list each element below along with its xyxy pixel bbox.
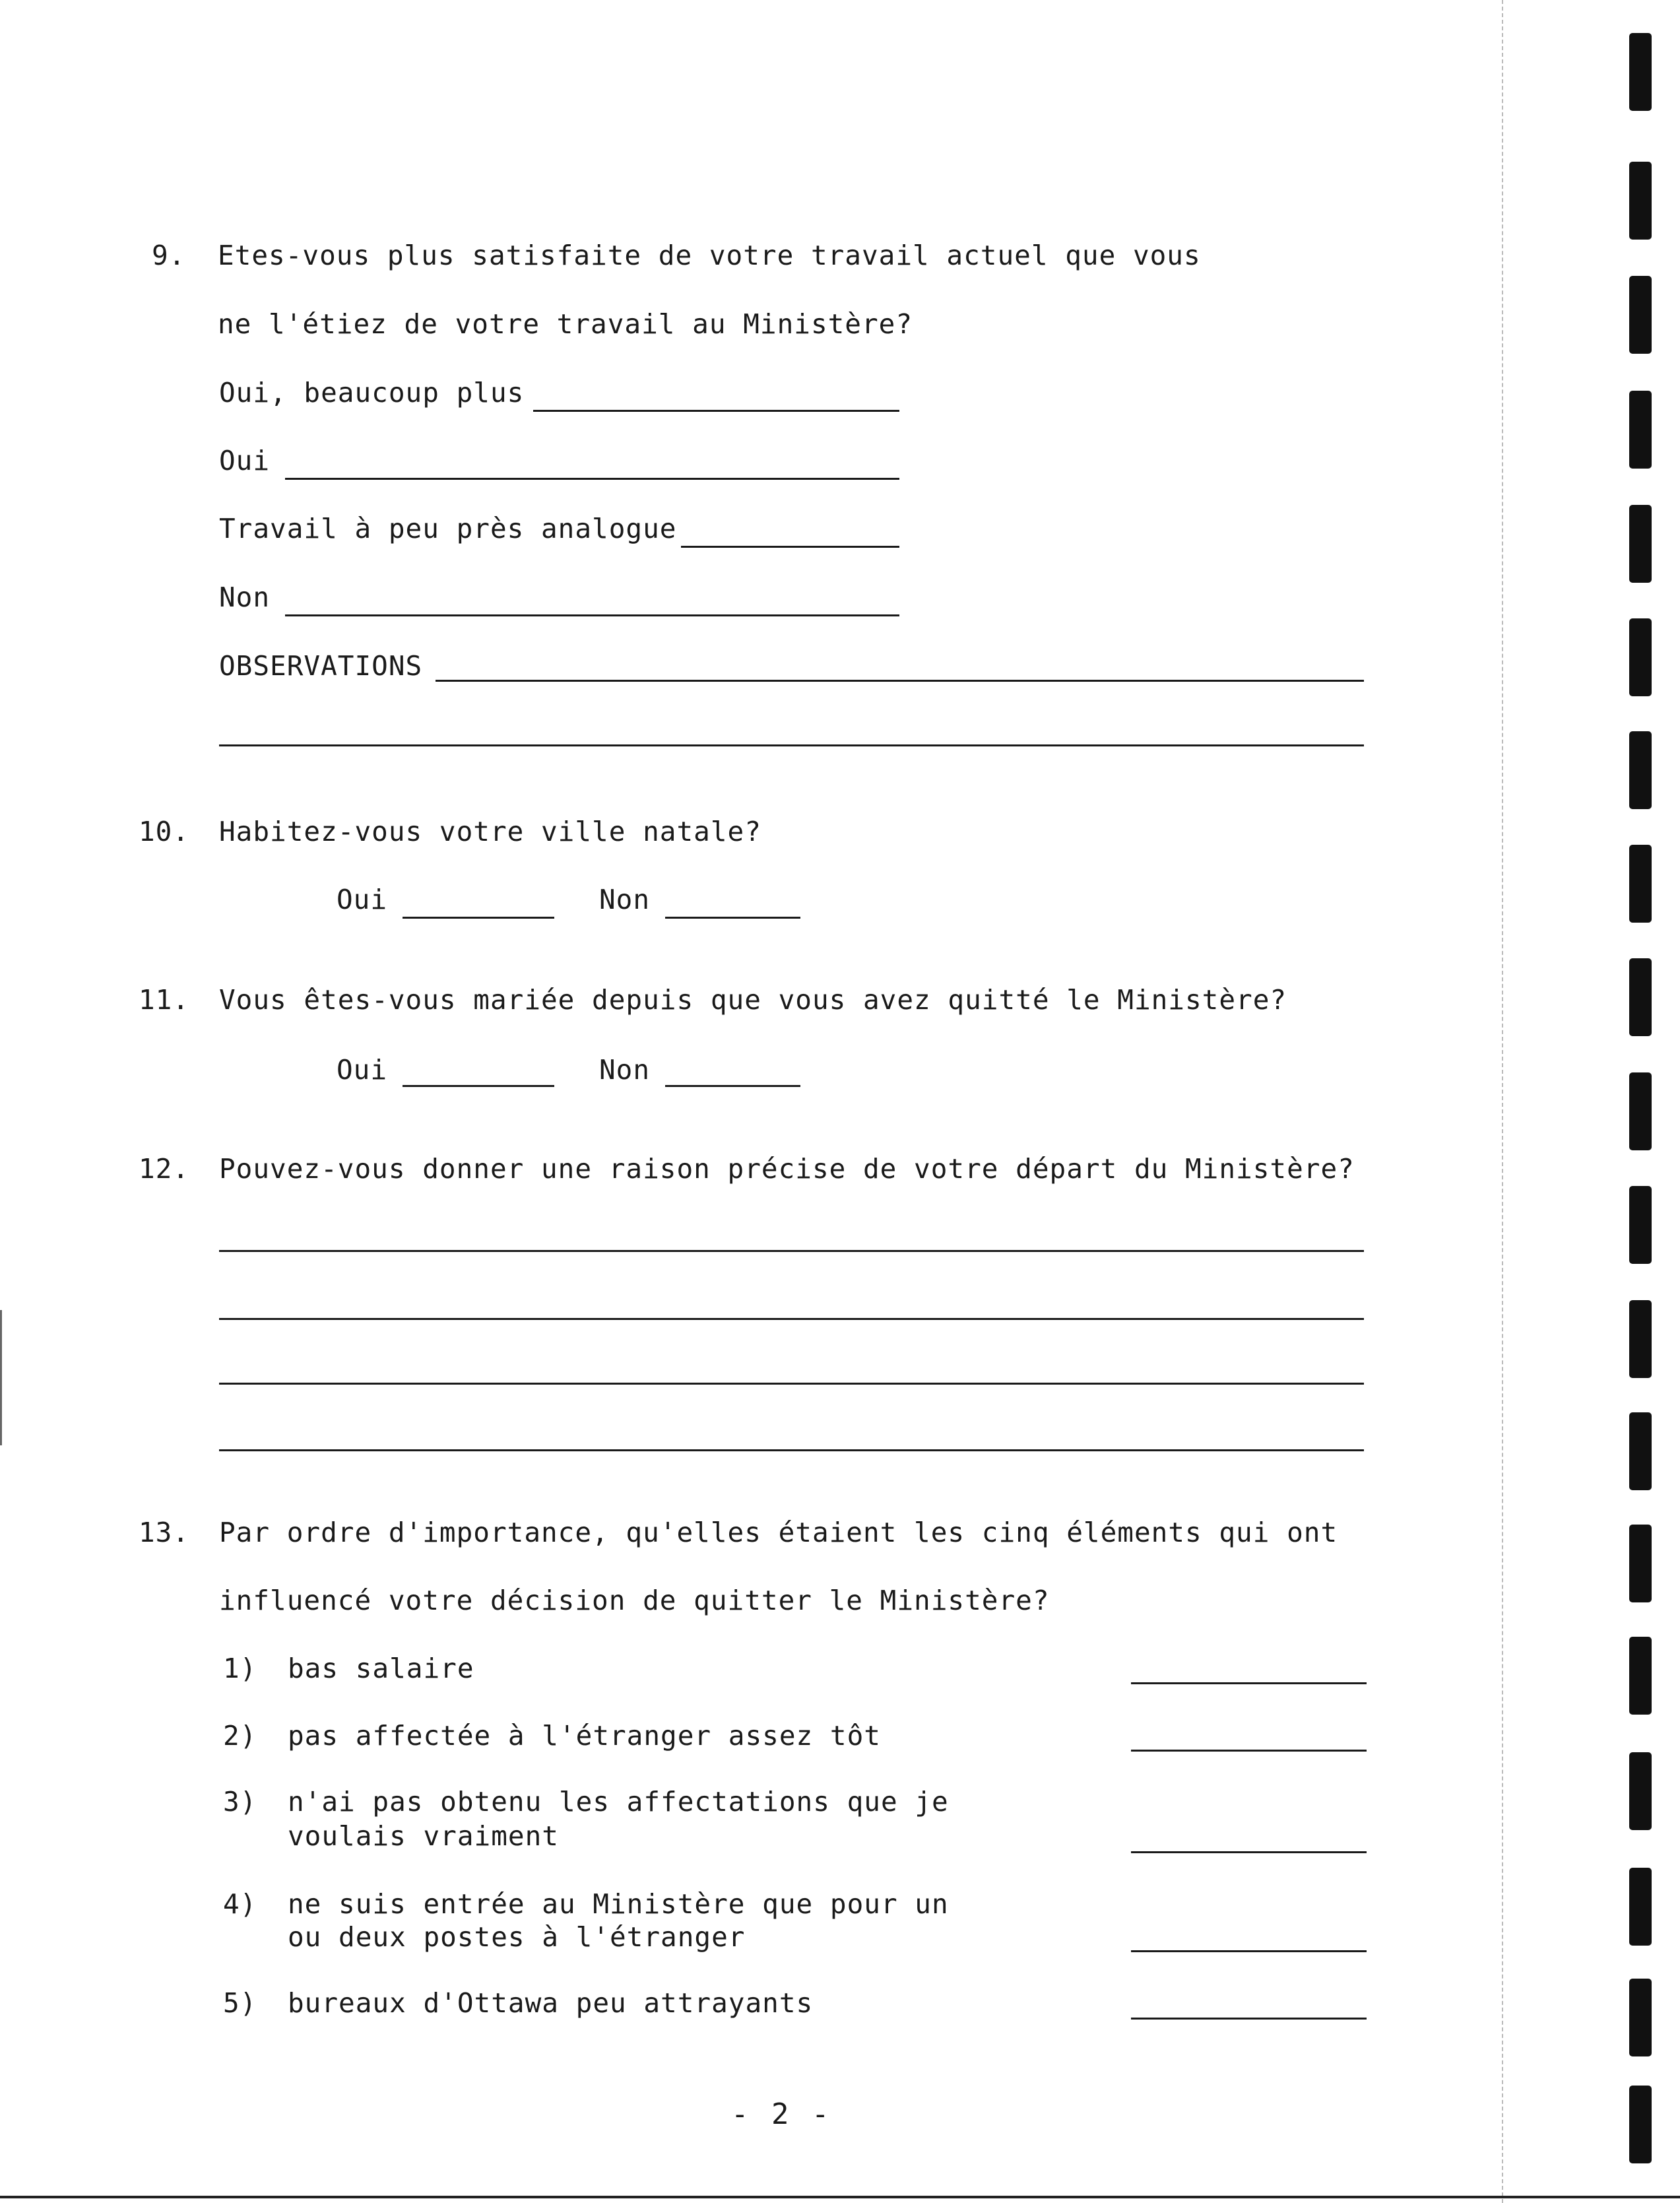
q13-item-number: 5)	[223, 1987, 257, 2019]
left-edge-mark	[0, 1310, 2, 1445]
binder-punch-mark	[1629, 1186, 1652, 1264]
q9-option-answer-line[interactable]	[285, 614, 899, 616]
binder-punch-mark	[1629, 618, 1652, 696]
q11-yes-answer-line[interactable]	[403, 1085, 554, 1087]
q12-answer-line[interactable]	[219, 1383, 1364, 1385]
q9-observations-label: OBSERVATIONS	[219, 650, 423, 682]
q9-observations-line[interactable]	[219, 744, 1364, 746]
binder-punch-mark	[1629, 33, 1652, 111]
q11-no-answer-line[interactable]	[665, 1085, 800, 1087]
q13-item-rank-line[interactable]	[1131, 2018, 1367, 2020]
q12-answer-line[interactable]	[219, 1318, 1364, 1320]
q13-text-line2: influencé votre décision de quitter le Ministère?	[219, 1585, 1050, 1616]
q9-number: 9.	[152, 240, 186, 271]
binder-punch-mark	[1629, 391, 1652, 469]
q9-text-line2: ne l'étiez de votre travail au Ministère?	[218, 308, 913, 340]
binder-punch-mark	[1629, 1979, 1652, 2056]
q13-item-text: n'ai pas obtenu les affectations que je	[288, 1786, 949, 1818]
q13-number: 13.	[139, 1517, 190, 1548]
q9-option-label: Travail à peu près analogue	[219, 513, 677, 544]
q10-no-answer-line[interactable]	[665, 917, 800, 919]
q13-item-number: 3)	[223, 1786, 257, 1818]
binder-punch-mark	[1629, 1752, 1652, 1830]
q13-item-rank-line[interactable]	[1131, 1682, 1367, 1684]
q13-item-text: voulais vraiment	[288, 1820, 559, 1852]
q10-no-label: Non	[599, 884, 651, 915]
binder-punch-mark	[1629, 1525, 1652, 1602]
q9-option-label: Oui	[219, 445, 271, 477]
q13-item-number: 2)	[223, 1720, 257, 1752]
bottom-edge-border	[0, 2196, 1680, 2198]
q12-answer-line[interactable]	[219, 1449, 1364, 1451]
binder-punch-mark	[1629, 845, 1652, 923]
q10-yes-label: Oui	[337, 884, 388, 915]
q10-yes-answer-line[interactable]	[403, 917, 554, 919]
q13-item-rank-line[interactable]	[1131, 1750, 1367, 1752]
binder-punch-mark	[1629, 1300, 1652, 1378]
q9-option-label: Oui, beaucoup plus	[219, 377, 525, 409]
q9-option-answer-line[interactable]	[533, 410, 899, 412]
binder-edge	[1502, 0, 1503, 2203]
binder-punch-mark	[1629, 1412, 1652, 1490]
q13-item-text: ou deux postes à l'étranger	[288, 1921, 746, 1953]
page-number: - 2 -	[731, 2097, 832, 2131]
binder-punch-mark	[1629, 162, 1652, 240]
q12-text: Pouvez-vous donner une raison précise de votre départ du Ministère?	[219, 1153, 1355, 1185]
binder-punch-mark	[1629, 1868, 1652, 1946]
binder-punch-mark	[1629, 276, 1652, 354]
q13-item-text: bureaux d'Ottawa peu attrayants	[288, 1987, 814, 2019]
binder-punch-mark	[1629, 1072, 1652, 1150]
q13-item-text: ne suis entrée au Ministère que pour un	[288, 1888, 949, 1920]
binder-punch-mark	[1629, 1637, 1652, 1715]
q11-text: Vous êtes-vous mariée depuis que vous avez quitté le Ministère?	[219, 984, 1287, 1016]
binder-punch-mark	[1629, 958, 1652, 1036]
q13-item-rank-line[interactable]	[1131, 1950, 1367, 1952]
q11-number: 11.	[139, 984, 190, 1016]
q12-answer-line[interactable]	[219, 1250, 1364, 1252]
q10-text: Habitez-vous votre ville natale?	[219, 816, 761, 847]
q11-yes-label: Oui	[337, 1054, 388, 1086]
q10-number: 10.	[139, 816, 190, 847]
q13-item-text: pas affectée à l'étranger assez tôt	[288, 1720, 881, 1752]
q13-item-number: 1)	[223, 1653, 257, 1684]
q9-text-line1: Etes-vous plus satisfaite de votre travail actuel que vous	[218, 240, 1201, 271]
q9-option-answer-line[interactable]	[285, 478, 899, 480]
binder-punch-mark	[1629, 505, 1652, 583]
q9-option-answer-line[interactable]	[681, 546, 899, 548]
q11-no-label: Non	[599, 1054, 651, 1086]
binder-punch-mark	[1629, 731, 1652, 809]
q13-text-line1: Par ordre d'importance, qu'elles étaient les cinq éléments qui ont	[219, 1517, 1338, 1548]
q13-item-text: bas salaire	[288, 1653, 474, 1684]
binder-punch-mark	[1629, 2086, 1652, 2163]
q12-number: 12.	[139, 1153, 190, 1185]
q9-observations-line[interactable]	[436, 680, 1364, 682]
q13-item-number: 4)	[223, 1888, 257, 1920]
q9-option-label: Non	[219, 581, 271, 613]
q13-item-rank-line[interactable]	[1131, 1851, 1367, 1853]
